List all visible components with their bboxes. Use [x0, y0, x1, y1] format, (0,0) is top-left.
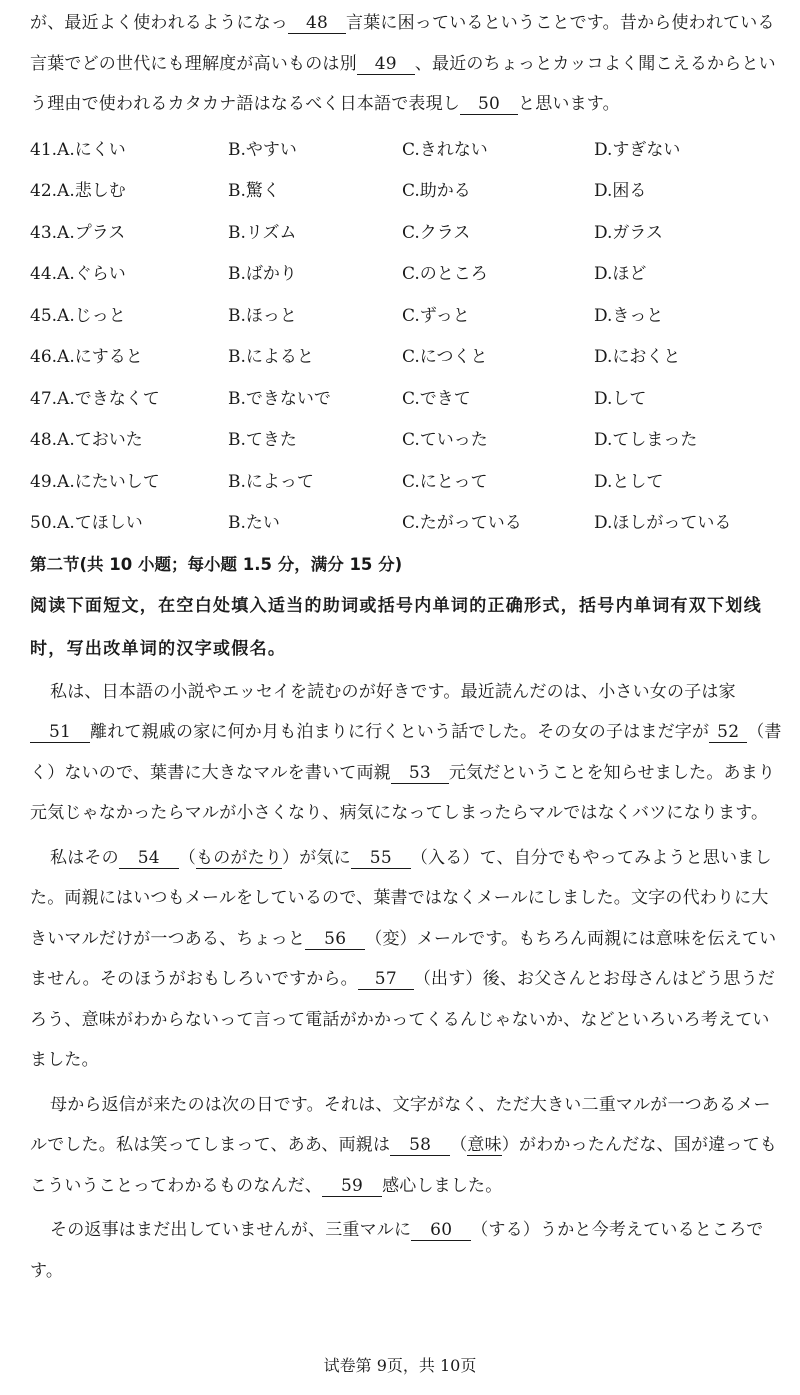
- intro-text: が、最近よく使われるようになっ: [30, 13, 288, 33]
- blank-60: 60: [411, 1220, 471, 1241]
- option-d: D.におくと: [594, 347, 681, 368]
- option-b: B.てきた: [228, 430, 297, 451]
- option-c: C.たがっている: [402, 513, 522, 534]
- page-footer: 试卷第 9页，共 10页: [323, 1356, 477, 1375]
- underlined-word: 意味: [467, 1135, 502, 1155]
- blank-49: 49: [357, 54, 415, 75]
- section-heading: 第二节(共 10 小题；每小题 1.5 分，满分 15 分): [30, 554, 403, 574]
- option-b: B.驚く: [228, 181, 280, 202]
- option-c: C.助かる: [402, 181, 471, 202]
- option-a: 49.A.にたいして: [30, 471, 160, 492]
- option-c: C.きれない: [402, 139, 488, 160]
- blank-58: 58: [390, 1135, 450, 1156]
- blank-53: 53: [391, 763, 449, 784]
- option-b: B.によって: [228, 471, 314, 492]
- option-b: B.ほっと: [228, 305, 297, 326]
- passage-text: （する）うかと今考えているところです。: [30, 1220, 764, 1281]
- option-row: [30, 376, 782, 418]
- option-b: B.できないで: [228, 388, 331, 409]
- passage-text: （変）メールです。もちろん両親には意味を伝えていません。そのほうがおもしろいですから。: [30, 928, 777, 989]
- option-d: D.として: [594, 471, 664, 492]
- blank-55: 55: [351, 848, 411, 869]
- option-d: D.ガラス: [594, 222, 663, 243]
- option-a: 42.A.悲しむ: [30, 181, 126, 202]
- option-d: D.ほど: [594, 264, 647, 285]
- passage-paragraph-3: [30, 1085, 782, 1207]
- option-row: [30, 500, 782, 542]
- intro-text: 、最近のちょっとカッコよく聞こえるからという理由で使われるカタカナ語はなるべく日本語で表現し: [30, 53, 776, 114]
- passage-text: 母から返信が来たのは次の日です。それは、文字がなく、ただ大きい二重マルが一つあるメールでした。私は笑ってしまって、ああ、両親は: [30, 1094, 771, 1155]
- option-b: B.やすい: [228, 139, 297, 160]
- passage-text: 離れて親戚の家に何か月も泊まりに行くという話でした。その女の子はまだ字が: [90, 722, 710, 742]
- passage-text: ）がわかったんだな、国が違ってもこういうことってわかるものなんだ、: [30, 1135, 777, 1196]
- blank-56: 56: [305, 929, 365, 950]
- option-c: C.できて: [402, 388, 471, 409]
- intro-text: 言葉に困っているということです。昔から使われている言葉でどの世代にも理解度が高いものは別: [30, 13, 775, 74]
- option-row: [30, 127, 782, 169]
- passage-text: 感心しました。: [382, 1175, 503, 1196]
- passage-text: 私はその: [50, 847, 119, 868]
- option-c: C.にとって: [402, 471, 488, 492]
- passage-text: 私は、日本語の小説やエッセイを読むのが好きです。最近読んだのは、小さい女の子は家: [50, 681, 736, 702]
- option-b: B.リズム: [228, 222, 297, 243]
- blank-52: 52: [709, 722, 747, 743]
- option-a: 46.A.にすると: [30, 347, 143, 368]
- passage-paragraph-2: [30, 838, 782, 1081]
- option-a: 44.A.ぐらい: [30, 264, 126, 285]
- option-d: D.ほしがっている: [594, 513, 732, 534]
- passage-text: （出す）後、お父さんとお母さんはどう思うだろう、意味がわからないって言って電話がかかってくるんじゃないか、などといろいろ考えていました。: [30, 969, 776, 1070]
- passage-text: （入る）て、自分でもやってみようと思いました。両親にはいつもメールをしているので、葉書ではなくメールにしました。文字の代わりに大きいマルだけが一つある、ちょっと: [30, 847, 772, 949]
- intro-paragraph: [30, 3, 782, 125]
- option-row: [30, 417, 782, 459]
- option-a: 43.A.プラス: [30, 222, 126, 243]
- option-a: 48.A.ておいた: [30, 430, 143, 451]
- option-row: [30, 168, 782, 210]
- option-b: B.たい: [228, 513, 280, 534]
- passage-paragraph-4: [30, 1210, 782, 1291]
- intro-text: と思います。: [518, 94, 620, 114]
- blank-59: 59: [322, 1176, 382, 1197]
- option-d: D.して: [594, 388, 647, 409]
- exam-page: [30, 0, 782, 1291]
- option-c: C.ずっと: [402, 305, 470, 326]
- blank-50: 50: [460, 94, 518, 115]
- option-row: [30, 210, 782, 252]
- option-d: D.困る: [594, 181, 647, 202]
- option-b: B.によると: [228, 347, 314, 368]
- blank-57: 57: [358, 969, 414, 990]
- passage-text: （: [178, 847, 197, 868]
- underlined-word: ものがたり: [196, 847, 283, 868]
- options-list: [30, 127, 782, 542]
- option-a: 41.A.にくい: [30, 139, 126, 160]
- passage-text: ）が気に: [282, 847, 351, 868]
- option-row: [30, 251, 782, 293]
- option-a: 45.A.じっと: [30, 305, 126, 326]
- passage-text: （: [450, 1135, 468, 1155]
- blank-51: 51: [30, 722, 90, 743]
- section-instruction: 阅读下面短文，在空白处填入适当的助词或括号内单词的正确形式，括号内单词有双下划线时，写出改单词的汉字或假名。: [30, 595, 762, 659]
- option-b: B.ばかり: [228, 264, 297, 285]
- option-d: D.てしまった: [594, 430, 698, 451]
- option-a: 50.A.てほしい: [30, 513, 143, 534]
- blank-54: 54: [119, 848, 179, 869]
- option-row: [30, 293, 782, 335]
- option-row: [30, 334, 782, 376]
- option-d: D.すぎない: [594, 139, 681, 160]
- passage-text: 元気だということを知らせました。あまり元気じゃなかったらマルが小さくなり、病気になってしまったらマルではなくバツになります。: [30, 762, 776, 823]
- passage-text: （書く）ないので、葉書に大きなマルを書いて両親: [30, 722, 782, 783]
- option-c: C.ていった: [402, 430, 488, 451]
- option-c: C.につくと: [402, 347, 488, 368]
- option-a: 47.A.できなくて: [30, 388, 160, 409]
- option-c: C.のところ: [402, 264, 488, 285]
- option-c: C.クラス: [402, 222, 471, 243]
- blank-48: 48: [288, 13, 346, 34]
- passage-text: その返事はまだ出していませんが、三重マルに: [50, 1220, 412, 1240]
- option-row: [30, 459, 782, 501]
- passage-paragraph-1: [30, 672, 782, 834]
- option-d: D.きっと: [594, 305, 664, 326]
